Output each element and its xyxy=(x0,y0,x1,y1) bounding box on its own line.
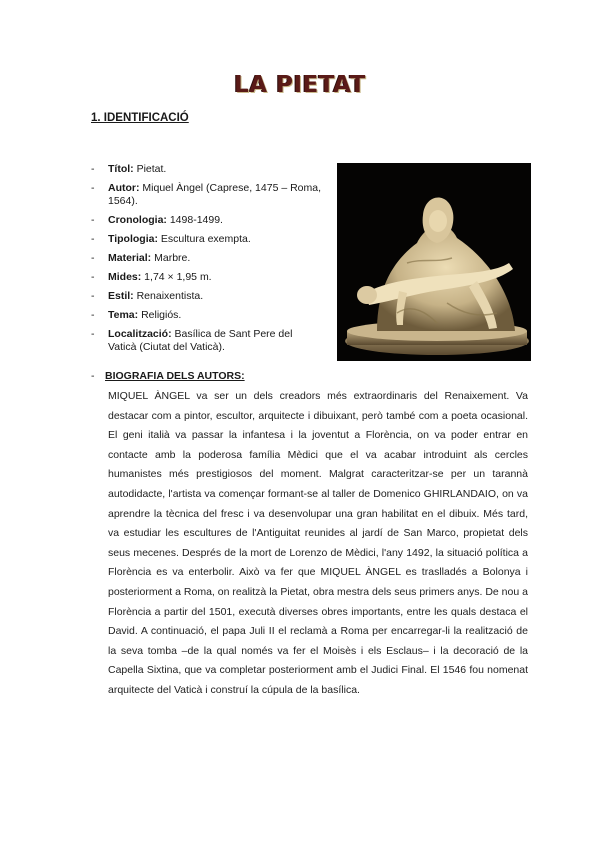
list-item-chronology: - Cronologia: 1498-1499. xyxy=(91,214,323,227)
list-item-location: - Localització: Basílica de Sant Pere del Vaticà (Ciutat del Vaticà). xyxy=(91,328,323,354)
pieta-sculpture-image xyxy=(337,163,531,361)
section-heading-biography: BIOGRAFIA DELS AUTORS: xyxy=(105,370,245,382)
bio-bullet: - xyxy=(91,370,95,382)
list-item-dimensions: - Mides: 1,74 × 1,95 m. xyxy=(91,271,323,284)
page-title: LA PIETAT xyxy=(234,72,366,98)
identification-list xyxy=(91,163,323,360)
biography-paragraph: MIQUEL ÀNGEL va ser un dels creadors més extraordinaris del Renaixement. Va destacar com a pintor, escultor, arquitecte i dibuixant, però també com a poeta ocasional. El geni italià va passar la infantesa i la joventut a Florència, on va poder entrar en contacte amb la poderosa família Mèdici que el va acabar introduint als cercles humanistes més prestigiosos del moment. Malgrat caracteritzar-se per un tarannà autodidacte, l'artista va començar formant-se al taller de Domenico GHIRLANDAIO, on va aprendre la tècnica del fresc i va desenvolupar una gran habilitat en el dibuix. Més tard, va estudiar les escultures de l'Antiguitat reunides al jardí de San Marco, propietat dels seus mecenes. Després de la mort de Lorenzo de Mèdici, l'any 1492, la situació política a Florència es va enterbolir. Això va fer que MIQUEL ÀNGEL es traslladés a Bolonya i posteriorment a Roma, on realitzà la Pietat, obra mestra dels seus primers anys. De nou a Florència a partir del 1501, executà diverses obres importants, entre les quals destaca el David. A continuació, el papa Juli II el reclamà a Roma per encarregar-li la realització de la seva tomba –de la qual només va fer el Moisès i els Esclaus– i la decoració de la Capella Sixtina, que va completar posteriorment amb el Judici Final. El 1546 fou nomenat arquitecte del Vaticà i construí la cúpula de la basílica. xyxy=(108,390,528,696)
pieta-sculpture-drawing xyxy=(337,163,531,361)
list-item-theme: - Tema: Religiós. xyxy=(91,309,323,322)
list-item-author: - Autor: Miquel Àngel (Caprese, 1475 – Roma, 1564). xyxy=(91,182,323,208)
list-item-title: - Títol: Pietat. xyxy=(91,163,323,176)
section-heading-identification: 1. IDENTIFICACIÓ xyxy=(91,112,189,124)
list-item-typology: - Tipologia: Escultura exempta. xyxy=(91,233,323,246)
list-item-style: - Estil: Renaixentista. xyxy=(91,290,323,303)
list-item-material: - Material: Marbre. xyxy=(91,252,323,265)
